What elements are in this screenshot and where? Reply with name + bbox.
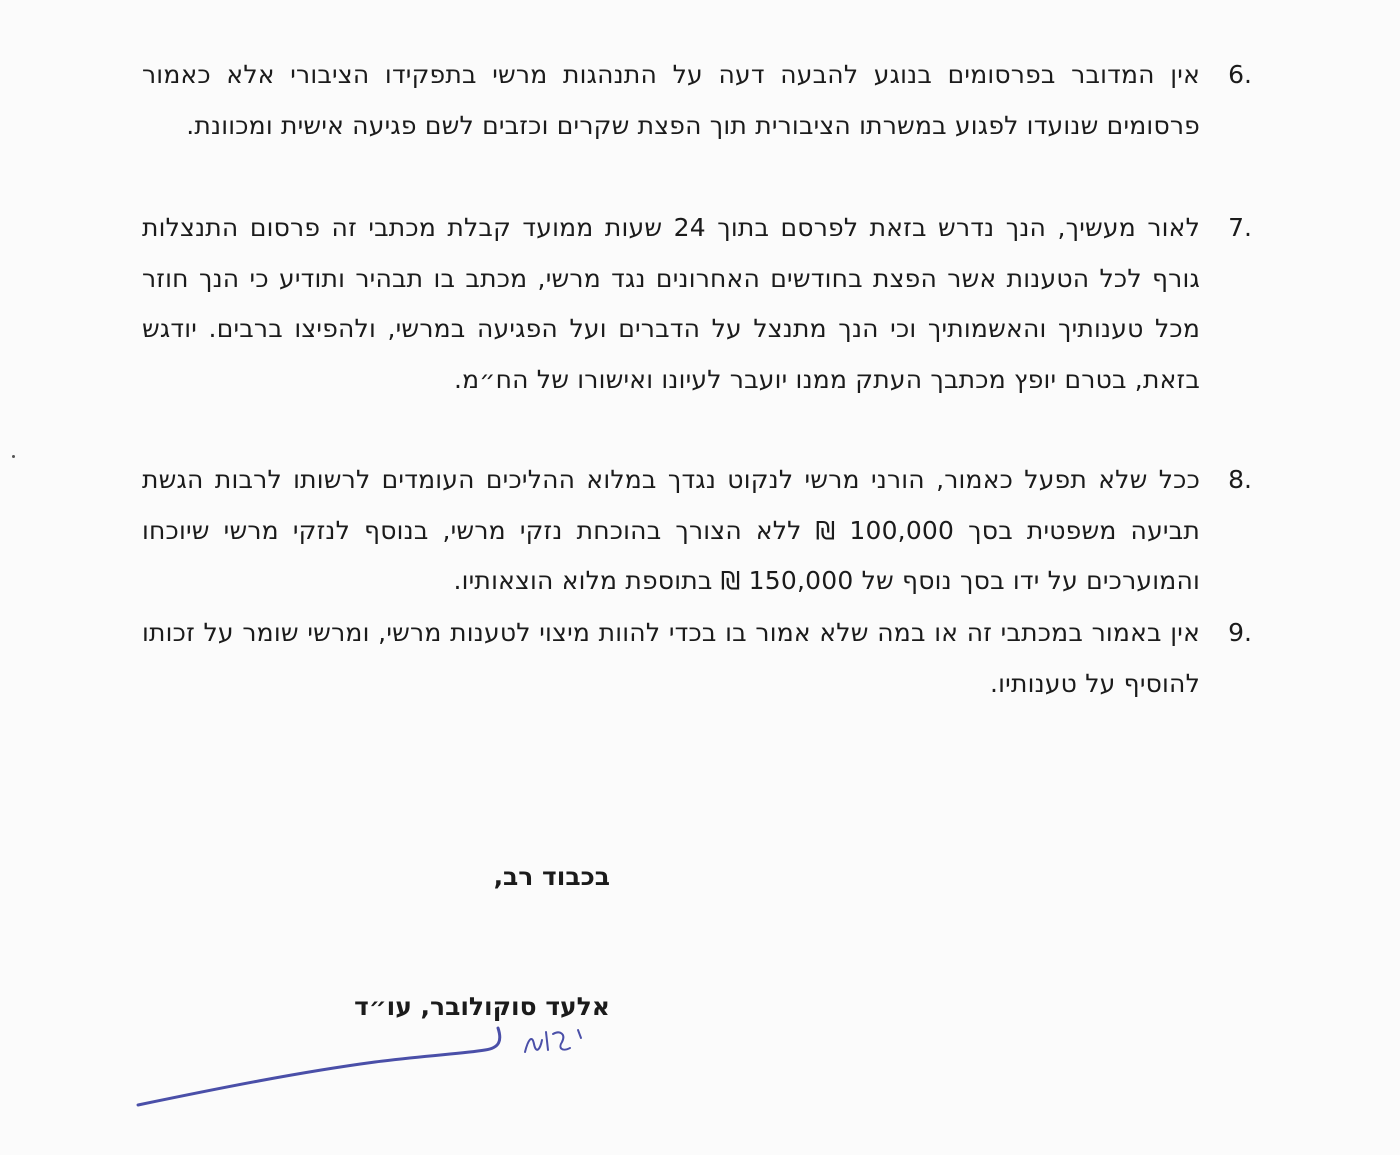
paragraph-text: אין באמור במכתבי זה או במה שלא אמור בו בכדי להוות מיצוי לטענות מרשי, ומרשי שומר על זכותו להוסיף על טענותיו.	[142, 618, 1200, 698]
signer-name: אלעד סוקולובר, עו״ד	[354, 992, 610, 1021]
paragraph-8	[12, 455, 1252, 607]
paragraph-number: 6.	[1228, 60, 1252, 89]
paragraph-9	[12, 608, 1252, 709]
handwritten-signature	[130, 1010, 650, 1120]
paragraph-number: 9.	[1228, 618, 1252, 647]
closing-salutation: בכבוד רב,	[493, 862, 610, 891]
paragraph-6	[12, 50, 1252, 151]
paragraph-text: אין המדובר בפרסומים בנוגע להבעה דעה על התנהגות מרשי בתפקידו הציבורי אלא כאמור פרסומים שנועדו לפגוע במשרתו הציבורית תוך הפצת שקרים וכזבים לשם פגיעה אישית ומכוונת.	[142, 60, 1200, 140]
signature-stroke	[138, 1028, 500, 1105]
paragraph-text: ככל שלא תפעל כאמור, הורני מרשי לנקוט נגדך במלוא ההליכים העומדים לרשותו לרבות הגשת תביעה משפטית בסך 100,000 ₪ ללא הצורך בהוכחת נזקי מרשי, בנוסף לנזקי מרשי שיוכחו והמוערכים על ידו בסך נוסף של 150,000 ₪ בתוספת מלוא הוצאותיו.	[142, 465, 1201, 595]
paragraph-number: 7.	[1228, 213, 1252, 242]
paragraph-7	[12, 203, 1252, 405]
paragraph-text: לאור מעשיך, הנך נדרש בזאת לפרסם בתוך 24 שעות ממועד קבלת מכתבי זה פרסום התנצלות גורף לכל הטענות אשר הפצת בחודשים האחרונים נגד מרשי, מכתב בו תבהיר ותודיע כי הנך חוזר מכל טענותיך והאשמותיך וכי הנך מתנצל על הדברים ועל הפגיעה במרשי, ולהפיצו ברבים. יודגש בזאת, בטרם יופץ מכתבך העתק ממנו יועבר לעיונו ואישורו של הח״מ.	[142, 213, 1200, 394]
signature-initials	[525, 1030, 581, 1052]
paragraph-number: 8.	[1228, 465, 1252, 494]
